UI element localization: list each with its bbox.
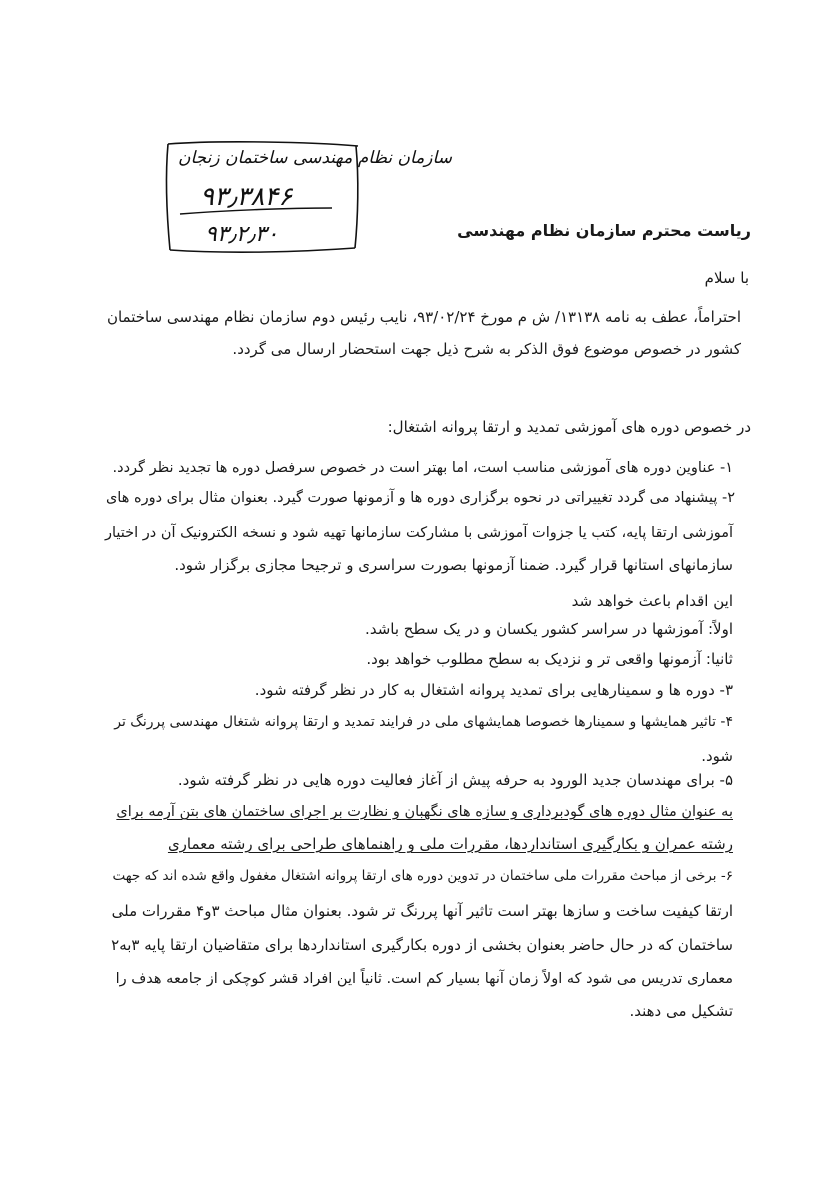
stamp-org: سازمان نظام مهندسی ساختمان زنجان	[178, 148, 452, 168]
item-2-line-4: این اقدام باعث خواهد شد	[571, 592, 733, 610]
item-2-line-1: ۲- پیشنهاد می گردد تغییراتی در نحوه برگزاری دوره ها و آزمونها صورت گیرد. بعنوان مثال برای دوره های	[105, 490, 735, 506]
intro-line-1: احتراماً، عطف به نامه ۱۳۱۳۸/ ش م مورخ ۹۳/۰۲/۲۴، نایب رئیس دوم سازمان نظام مهندسی ساختمان	[106, 308, 741, 326]
item-3: ۳- دوره ها و سمینارهایی برای تمدید پروانه اشتغال به کار در نظر گرفته شود.	[254, 681, 733, 699]
greeting: با سلام	[704, 269, 749, 287]
item-4-line-2: شود.	[701, 747, 733, 765]
item-5-line-2: به عنوان مثال دوره های گودبرداری و سازه های نگهبان و نظارت بر اجرای ساختمان های بتن آرمه برای	[116, 804, 733, 820]
item-6-line-3: ساختمان که در حال حاضر بعنوان بخشی از دوره بکارگیری استانداردها برای متقاضیان ارتقا پایه ۳به۲	[111, 936, 733, 954]
item-2-line-2: آموزشی ارتقا پایه، کتب یا جزوات آموزشی با مشارکت سازمانها تهیه شود و نسخه الکترونیک آن در اختیار	[105, 525, 733, 541]
item-6-line-5: تشکیل می دهند.	[629, 1002, 733, 1020]
item-6-line-4: معماری تدریس می شود که اولاً زمان آنها بسیار کم است. ثانیاً این افراد قشر کوچکی از جامعه هدف را	[115, 971, 733, 987]
item-2-line-5: اولاً: آموزشها در سراسر کشور یکسان و در یک سطح باشد.	[365, 620, 733, 638]
item-5-line-1: ۵- برای مهندسان جدید الورود به حرفه پیش از آغاز فعالیت دوره هایی در نظر گرفته شود.	[177, 771, 733, 789]
item-5-line-3: رشته عمران و بکارگیری استانداردها، مقررات ملی و راهنماهای طراحی برای رشته معماری	[167, 835, 733, 853]
item-4-line-1: ۴- تاثیر همایشها و سمینارها خصوصا همایشهای ملی در فرایند تمدید و ارتقا پروانه شتغال مهندسی پررنگ تر	[114, 714, 733, 730]
item-2-line-3: سازمانهای استانها قرار گیرد. ضمنا آزمونها بصورت سراسری و ترجیحا مجازی برگزار شود.	[174, 556, 733, 574]
stamp-date: ۹۳٫۲٫۳۰	[205, 222, 279, 247]
item-6-line-2: ارتقا کیفیت ساخت و سازها بهتر است تاثیر آنها پررنگ تر شود. بعنوان مثال مباحث ۳و۴ مقررات ملی	[111, 902, 733, 920]
item-1: ۱- عناوین دوره های آموزشی مناسب است، اما بهتر است در خصوص سرفصل دوره ها تجدید نظر گردد.	[112, 460, 733, 476]
intro-line-2: کشور در خصوص موضوع فوق الذکر به شرح ذیل جهت استحضار ارسال می گردد.	[232, 340, 741, 358]
recipient-title: ریاست محترم سازمان نظام مهندسی	[457, 221, 751, 240]
stamp-number: ۹۳٫۳۸۴۶	[200, 182, 293, 212]
item-6-line-1: ۶- برخی از مباحث مقررات ملی ساختمان در تدوین دوره های ارتقا پروانه اشتغال مغفول واقع شده اند که جهت	[112, 868, 733, 884]
section-title: در خصوص دوره های آموزشی تمدید و ارتقا پروانه اشتغال:	[387, 418, 751, 436]
item-2-line-6: ثانیا: آزمونها واقعی تر و نزدیک به سطح مطلوب خواهد بود.	[366, 650, 733, 668]
